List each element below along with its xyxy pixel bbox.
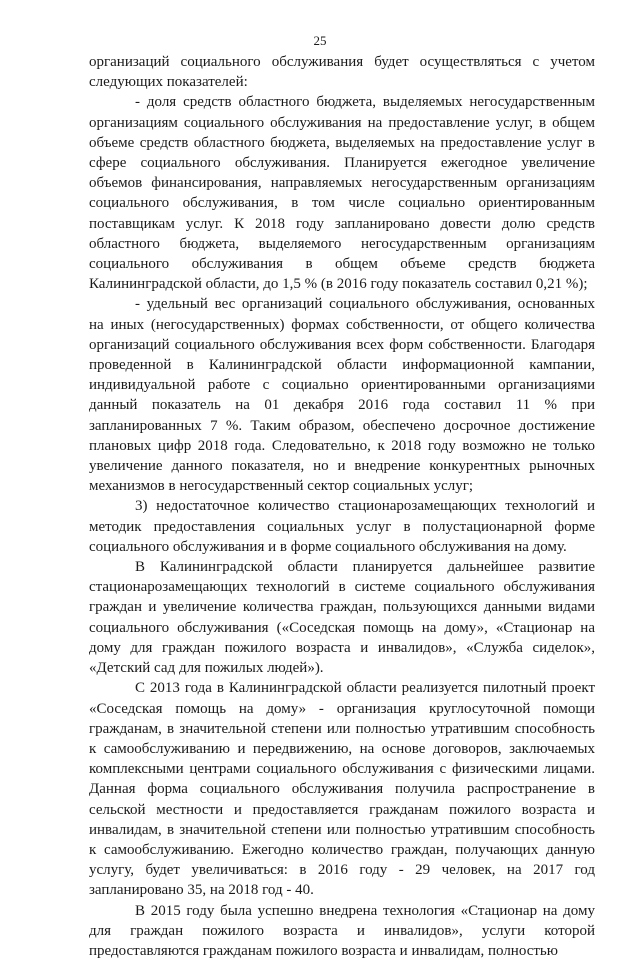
paragraph-nonstate-share: - удельный вес организаций социального обслуживания, основанных на иных (негосударственных) формах собственности, от общего количества организаций социального обслуживания всех форм собственности. Благодаря проведенной в Калининградской области информационной кампании, индивидуальной работе с социально ориентированными организациями данный показатель на 01 декабря 2016 года составил 11 % при запланированных 7 %. Таким образом, обеспечено досрочное достижение плановых цифр 2018 года. Следовательно, к 2018 году возможно не только увеличение данного показателя, но и внедрение конкурентных рыночных механизмов в негосударственный сектор социальных услуг;	[89, 296, 595, 495]
paragraph-technologies-shortage: 3) недостаточное количество стационарозамещающих технологий и методик предоставления социальных услуг в полустационарной форме социального обслуживания и в форме социального обслуживания на дому.	[89, 498, 595, 555]
paragraph-budget-share: - доля средств областного бюджета, выделяемых негосударственным организациям социального обслуживания на предоставление услуг, в общем объеме средств областного бюджета, выделяемых на предоставление услуг в сфере социального обслуживания. Планируется ежегодное увеличение объемов финансирования, направляемых негосударственным организациям социального обслуживания, в том числе социально ориентированным поставщикам услуг. К 2018 году запланировано довести долю средств областного бюджета, выделяемого негосударственным организациям социального обслуживания в общем объеме средств бюджета Калининградской области, до 1,5 % (в 2016 году показатель составил 0,21 %);	[89, 94, 595, 293]
document-body	[89, 52, 595, 961]
paragraph-development-plans: В Калининградской области планируется дальнейшее развитие стационарозамещающих технологий в системе социального обслуживания граждан и увеличение количества граждан, пользующихся данными видами социального обслуживания («Соседская помощь на дому», «Стационар на дому для граждан пожилого возраста и инвалидов», «Служба сиделок», «Детский сад для пожилых людей»).	[89, 559, 595, 677]
paragraph-neighbor-help: С 2013 года в Калининградской области реализуется пилотный проект «Соседская помощь на дому» - организация круглосуточной помощи гражданам, в значительной степени или полностью утратившим способность к самообслуживанию и передвижению, на основе договоров, заключаемых комплексными центрами социального обслуживания с физическими лицами. Данная форма социального обслуживания получила распространение в сельской местности и предоставляется гражданам пожилого возраста и инвалидам, в значительной степени или полностью утратившим способность к самообслуживанию. Ежегодно количество граждан, получающих данную услугу, будет увеличиваться: в 2016 году - 29 человек, на 2017 год запланировано 35, на 2018 год - 40.	[89, 680, 595, 899]
page-number: 25	[313, 33, 327, 48]
paragraph-home-hospital: В 2015 году была успешно внедрена технология «Стационар на дому для граждан пожилого возраста и инвалидов», услуги которой предоставляются гражданам пожилого возраста и инвалидам, полностью	[89, 902, 595, 959]
paragraph-intro: организаций социального обслуживания будет осуществляться с учетом следующих показателей:	[89, 54, 595, 91]
